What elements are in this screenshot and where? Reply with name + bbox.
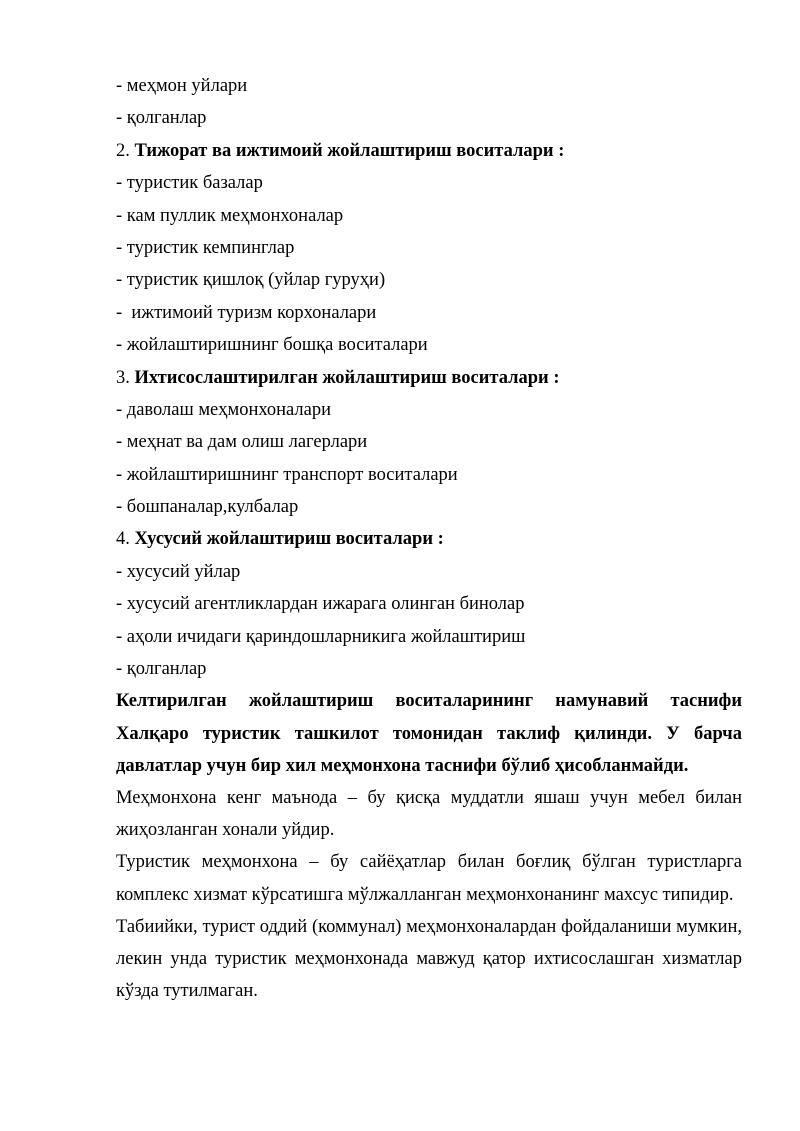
list-item: - туристик қишлоқ (уйлар гуруҳи)	[116, 270, 386, 291]
list-item: - даволаш меҳмонхоналари	[116, 399, 332, 420]
list-item: - кам пуллик меҳмонхоналар	[116, 205, 344, 226]
section-number: 3.	[116, 367, 135, 388]
list-item: - меҳнат ва дам олиш лагерлари	[116, 432, 368, 453]
section-heading	[116, 523, 742, 555]
section-title: Хусусий жойлаштириш воситалари :	[134, 529, 444, 550]
section-heading	[116, 362, 742, 394]
section-number: 2.	[116, 140, 135, 161]
section-number: 4.	[116, 529, 135, 550]
list-item: - туристик базалар	[116, 173, 263, 194]
document-page	[116, 70, 742, 1007]
list-item: - аҳоли ичидаги қариндошларникига жойлаштириш	[116, 626, 526, 647]
list-item: - ижтимоий туризм корхоналари	[116, 302, 377, 323]
hotel-definition-paragraph: Меҳмонхона кенг маънода – бу қисқа муддатли яшаш учун мебел билан жиҳозланган хонали уйдир.	[116, 788, 742, 841]
list-item: - меҳмон уйлари	[116, 76, 248, 96]
section-title: Ихтисослаштирилган жойлаштириш воситалари :	[134, 367, 560, 388]
tourist-hotel-paragraph: Туристик меҳмонхона – бу сайёҳатлар билан боғлиқ бўлган туристларга комплекс хизмат кўрсатишга мўлжалланган меҳмонхонанинг махсус типидир.	[116, 852, 742, 905]
tourist-usage-paragraph: Табиийки, турист оддий (коммунал) меҳмонхоналардан фойдаланиши мумкин, лекин унда туристик меҳмонхонада мавжуд қатор ихтисослашган хизматлар кўзда тутилмаган.	[116, 916, 742, 1002]
section-heading	[116, 135, 742, 167]
list-item: - қолганлар	[116, 108, 207, 129]
list-item: - жойлаштиришнинг транспорт воситалари	[116, 464, 458, 485]
classification-paragraph: Келтирилган жойлаштириш воситаларининг намунавий таснифи Халқаро туристик ташкилот томонидан таклиф қилинди. У барча давлатлар учун бир хил меҳмонхона таснифи бўлиб ҳисобланмайди.	[116, 691, 742, 776]
section-title: Тижорат ва ижтимоий жойлаштириш воситалари :	[134, 140, 565, 161]
list-item: - хусусий уйлар	[116, 561, 241, 582]
list-item: - хусусий агентликлардан ижарага олинган бинолар	[116, 594, 525, 615]
list-item: - қолганлар	[116, 659, 207, 680]
list-item: - туристик кемпинглар	[116, 237, 295, 258]
list-item: - жойлаштиришнинг бошқа воситалари	[116, 335, 428, 356]
list-item: - бошпаналар,кулбалар	[116, 497, 299, 518]
